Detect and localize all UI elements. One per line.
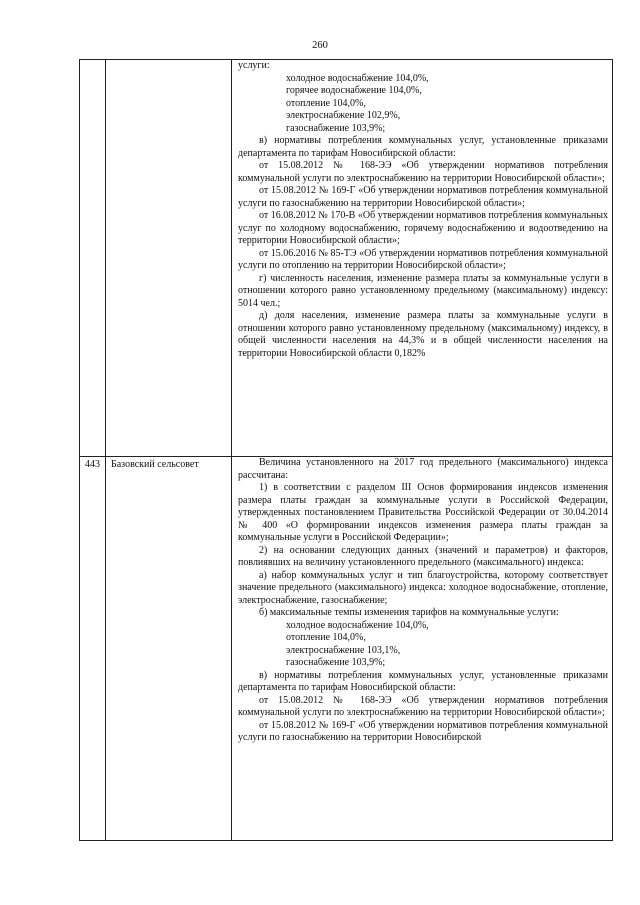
tariff-line: отопление 104,0%, <box>286 632 366 643</box>
content-paragraph: б) максимальные темпы изменения тарифов на коммунальные услуги: <box>259 607 559 618</box>
content-paragraph: в) нормативы потребления коммунальных услуг, установленные приказами департамента по тарифам Новосибирской области: <box>238 135 608 159</box>
content-paragraph: г) численность населения, изменение размера платы за коммунальные услуги в отношении которого равно установленному предельному (максимальному) индексу: 5014 чел.; <box>238 272 608 309</box>
tariff-line: электроснабжение 102,9%, <box>286 110 401 121</box>
content-cell <box>232 60 613 457</box>
row-number-cell: 443 <box>80 457 106 841</box>
content-paragraph: Величина установленного на 2017 год предельного (максимального) индекса рассчитана: <box>238 457 608 481</box>
tariff-line: холодное водоснабжение 104,0%, <box>286 619 429 631</box>
content-paragraph: от 15.06.2016 № 85-ТЭ «Об утверждении нормативов потребления коммунальной услуги по отоплению на территории Новосибирской области»; <box>238 247 608 271</box>
tariff-line: холодное водоснабжение 104,0%, <box>286 72 429 84</box>
tariff-line: газоснабжение 103,9%; <box>286 657 386 668</box>
content-cell <box>232 457 613 841</box>
content-paragraph: д) доля населения, изменение размера платы за коммунальные услуги в отношении которого равно установленному предельному (максимальному) индексу, в общей численности населения на 44,3% и в общей численности населения на территории Новосибирской области 0,182% <box>238 310 608 359</box>
content-paragraph: 1) в соответствии с разделом III Основ формирования индексов изменения размера платы граждан за коммунальные услуги в Российской Федерации, утвержденных постановлением Правительства Российской Федерации от 30.04.2014 № 400 «О формировании индексов изменения размера платы граждан за коммунальные услуги в Российской Федерации»; <box>238 482 608 543</box>
page-number: 260 <box>312 40 328 51</box>
content-paragraph: в) нормативы потребления коммунальных услуг, установленные приказами департамента по тарифам Новосибирской области: <box>238 669 608 693</box>
content-paragraph: от 15.08.2012 № 168-ЭЭ «Об утверждении нормативов потребления коммунальной услуги по электроснабжению на территории Новосибирской области»; <box>238 694 608 718</box>
content-paragraph: от 15.08.2012 № 169-Г «Об утверждении нормативов потребления коммунальной услуги по газоснабжению на территории Новосибирской области»; <box>238 185 608 209</box>
municipality-name-cell: Базовский сельсовет <box>106 457 232 841</box>
tariff-line: газоснабжение 103,9%; <box>286 122 386 134</box>
content-paragraph: от 15.08.2012 № 169-Г «Об утверждении нормативов потребления коммунальной услуги по газоснабжению на территории Новосибирской <box>238 719 608 743</box>
tariff-line: электроснабжение 103,1%, <box>286 644 401 656</box>
table-row <box>80 60 613 457</box>
content-paragraph: от 16.08.2012 № 170-В «Об утверждении нормативов потребления коммунальных услуг по холодному водоснабжению, горячему водоснабжению и водоотведению на территории Новосибирской области»; <box>238 210 608 246</box>
document-table <box>79 59 613 841</box>
content-paragraph: услуги: <box>238 60 270 71</box>
municipality-name-cell <box>106 60 232 457</box>
content-paragraph: 2) на основании следующих данных (значений и параметров) и факторов, повлиявших на величину установленного предельного (максимального) индекса: <box>238 544 608 568</box>
table-row <box>80 457 613 841</box>
tariff-line: отопление 104,0%, <box>286 97 366 109</box>
content-paragraph: от 15.08.2012 № 168-ЭЭ «Об утверждении нормативов потребления коммунальной услуги по электроснабжению на территории Новосибирской области»; <box>238 160 608 184</box>
tariff-line: горячее водоснабжение 104,0%, <box>286 85 422 96</box>
row-number-cell <box>80 60 106 457</box>
content-paragraph: а) набор коммунальных услуг и тип благоустройства, которому соответствует значение предельного (максимального) индекса: холодное водоснабжение, отопление, электроснабжение, газоснабжение; <box>238 569 608 606</box>
